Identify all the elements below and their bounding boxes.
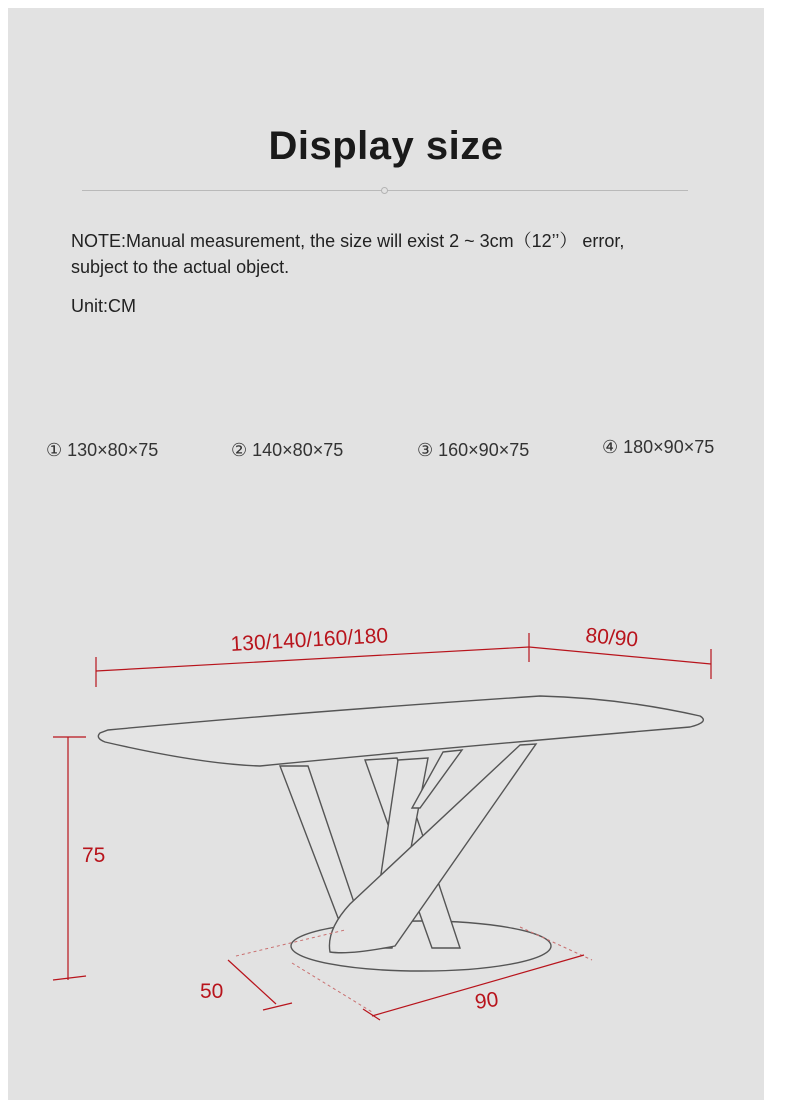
table-top <box>98 696 703 766</box>
height-dim-label: 75 <box>82 844 106 867</box>
base-length-dim-label: 90 <box>473 987 500 1014</box>
base-width-dim-label: 50 <box>200 980 224 1003</box>
size-option-1: ① 130×80×75 <box>46 440 159 460</box>
page-title: Display size <box>268 124 504 168</box>
length-dim-label: 130/140/160/180 <box>229 624 389 656</box>
width-dim-label: 80/90 <box>584 624 639 652</box>
base-width-dim-line <box>228 960 276 1004</box>
note-line-1: NOTE:Manual measurement, the size will exist 2 ~ 3cm（12’’） error, <box>71 231 625 251</box>
unit-label: Unit:CM <box>71 296 137 316</box>
size-option-4: ④ 180×90×75 <box>602 437 715 457</box>
size-option-3: ③ 160×90×75 <box>417 440 530 460</box>
size-option-2: ② 140×80×75 <box>231 440 344 460</box>
note-line-2: subject to the actual object. <box>71 257 290 277</box>
height-dim-tick-bottom <box>53 976 86 980</box>
base-width-dim-tick <box>263 1003 292 1010</box>
base-guide-front <box>292 963 372 1012</box>
